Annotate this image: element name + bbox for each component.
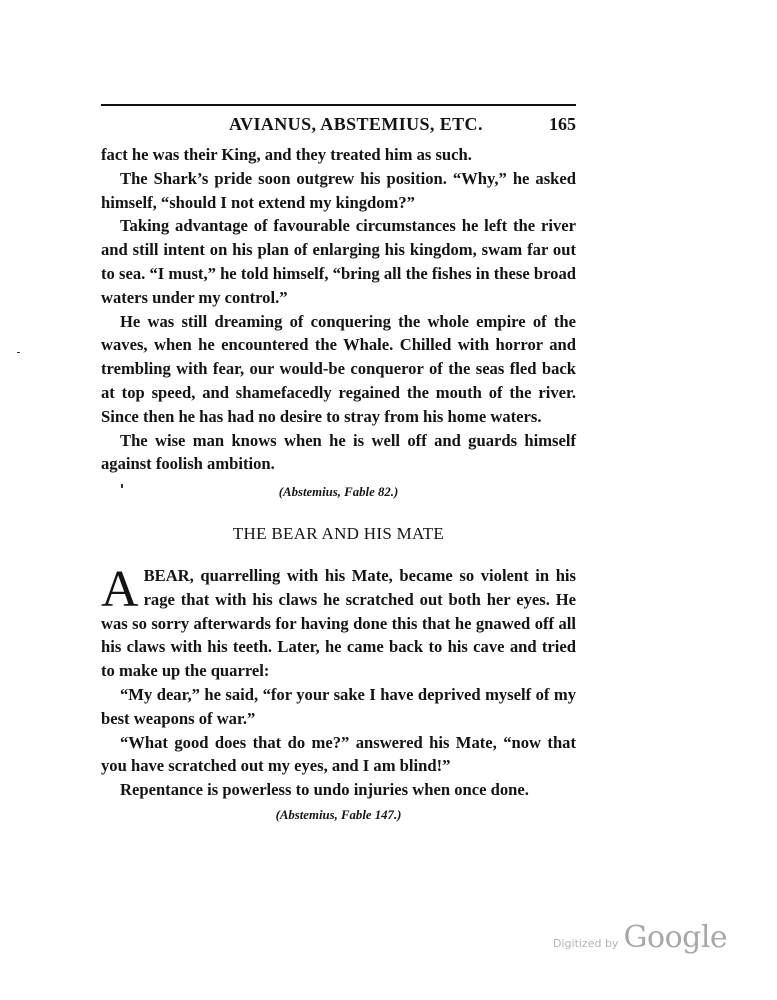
header-rule (101, 104, 576, 106)
paragraph: “What good does that do me?” answered his Mate, “now that you have scratched out my eyes, and I am blind!” (101, 732, 576, 776)
paragraph-moral: Repentance is powerless to undo injuries when once done. (120, 780, 529, 800)
paragraph-continued: fact he was their King, and they treated him as such. (101, 145, 472, 164)
google-logo: Google (623, 920, 728, 955)
digitized-watermark (553, 920, 727, 955)
page-number: 165 (549, 114, 576, 134)
fable1-body (101, 143, 576, 476)
running-header (101, 114, 576, 138)
drop-cap: A (101, 561, 139, 618)
paragraph: Taking advantage of favourable circumstances he left the river and still intent on his plan of enlarging his kingdom, swam far out to sea. “I must,” he told himself, “bring all the fishes in these broad waters under my control.” (101, 216, 576, 307)
running-title: AVIANUS, ABSTEMIUS, ETC. (229, 114, 483, 134)
scan-mark (121, 484, 123, 488)
watermark-prefix: Digitized by (553, 937, 619, 950)
paragraph-moral: The wise man knows when he is well off and guards himself against foolish ambition. (101, 430, 576, 474)
paragraph: The Shark’s pride soon outgrew his position. “Why,” he asked himself, “should I not extend my kingdom?” (101, 168, 576, 212)
fable2-body (101, 561, 576, 802)
fable1-citation: (Abstemius, Fable 82.) (278, 485, 399, 499)
fable2-citation: (Abstemius, Fable 147.) (275, 808, 402, 822)
scan-mark (17, 352, 20, 353)
opening-text: BEAR, quarrelling with his Mate, became so violent in his rage that with his claws he scratched out both her eyes. He was so sorry afterwards for having done this that he gnawed off all his claws with his teeth. Later, he came back to his cave and tried to make up the quarrel: (101, 566, 576, 681)
paragraph: He was still dreaming of conquering the whole empire of the waves, when he encountered the Whale. Chilled with horror and trembling with fear, our would-be conqueror of the seas fled back at top speed, and shamefacedly regained the mouth of the river. Since then he has had no desire to stray from his home waters. (101, 311, 576, 426)
fable-title: THE BEAR AND HIS MATE (232, 524, 445, 543)
paragraph: “My dear,” he said, “for your sake I have deprived myself of my best weapons of war.” (101, 684, 576, 728)
paragraph-opening (101, 561, 576, 683)
